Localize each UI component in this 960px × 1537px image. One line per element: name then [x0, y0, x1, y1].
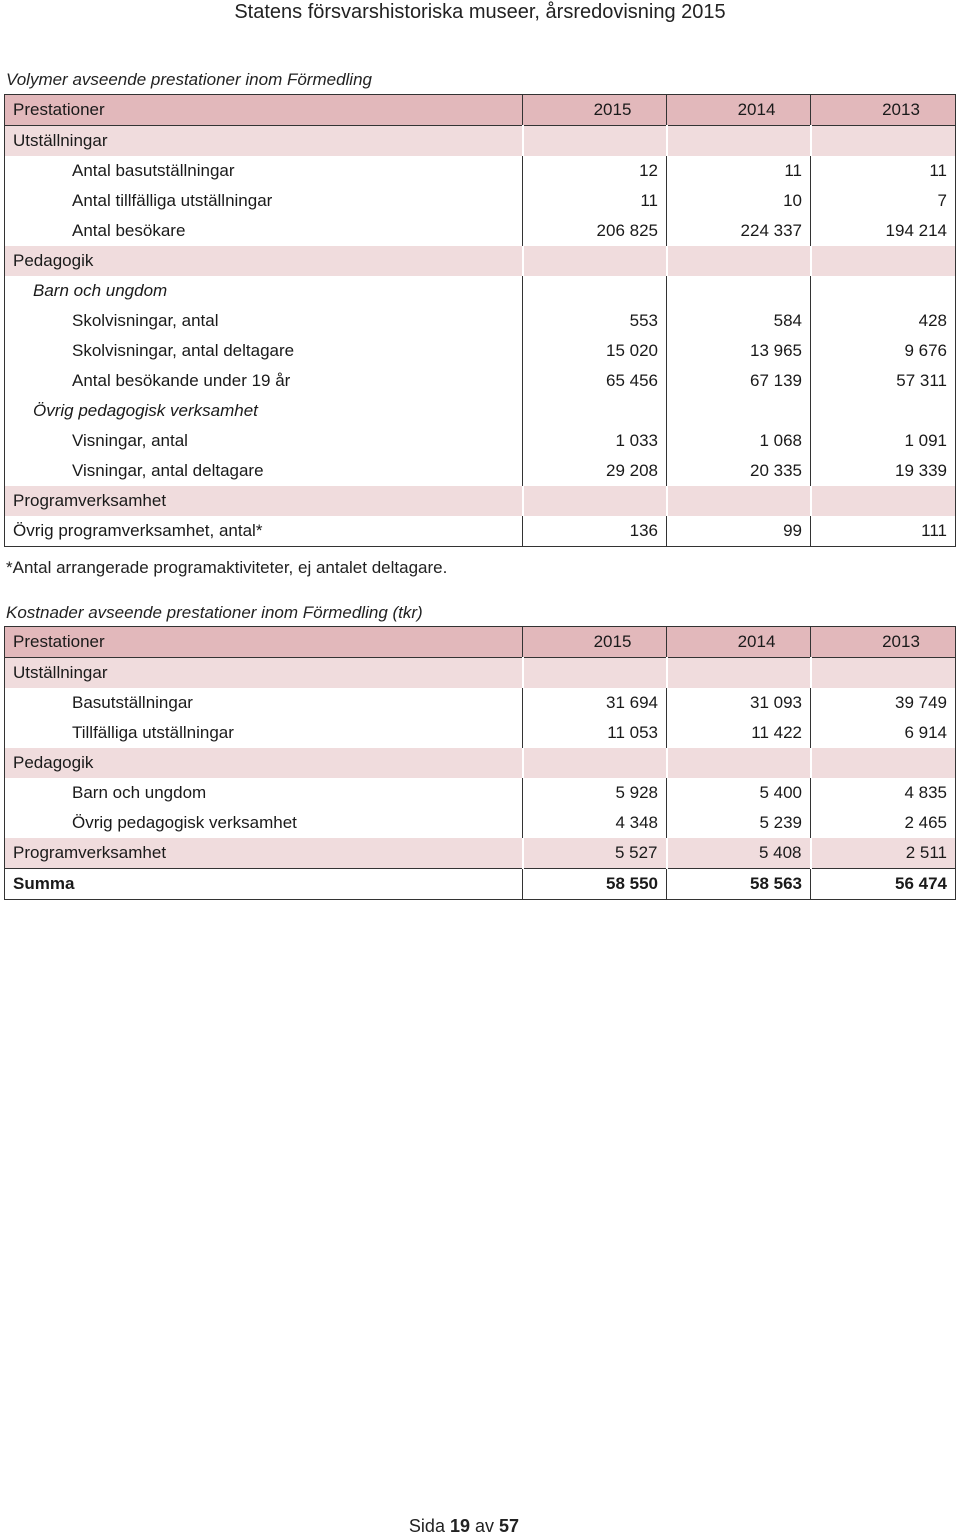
value-cell: 1 068: [667, 426, 811, 456]
volume-table: [4, 94, 956, 547]
row-label: Antal besökare: [72, 221, 186, 240]
column-header-year: 2013: [811, 627, 956, 658]
value-cell: 2 511: [811, 838, 956, 869]
row-label: Antal tillfälliga utställningar: [72, 191, 273, 210]
column-header-year: 2013: [811, 95, 956, 126]
value-cell: 19 339: [811, 456, 956, 486]
section-row: [5, 486, 956, 516]
value-cell: [523, 658, 667, 689]
value-cell: [667, 658, 811, 689]
value-cell: 6 914: [811, 718, 956, 748]
table-row: [5, 186, 956, 216]
page-total: 57: [499, 1516, 520, 1536]
value-cell: 99: [667, 516, 811, 547]
page-header: Statens försvarshistoriska museer, årsredovisning 2015: [234, 1, 726, 23]
value-cell: [667, 126, 811, 157]
value-cell: 5 239: [667, 808, 811, 838]
column-header-year: 2015: [523, 95, 667, 126]
table1-caption: Volymer avseende prestationer inom Förmedling: [6, 70, 372, 89]
table-row: [5, 216, 956, 246]
table-row: [5, 516, 956, 547]
value-cell: 553: [523, 306, 667, 336]
table-row: [5, 688, 956, 718]
value-cell: 136: [523, 516, 667, 547]
table-row: [5, 306, 956, 336]
column-header-label: Prestationer: [5, 627, 523, 658]
column-header-year: 2014: [667, 95, 811, 126]
value-cell: [523, 276, 667, 306]
row-label: Antal basutställningar: [72, 161, 235, 180]
value-cell: [811, 748, 956, 778]
value-cell: 4 348: [523, 808, 667, 838]
value-cell: 10: [667, 186, 811, 216]
value-cell: 4 835: [811, 778, 956, 808]
row-label: Visningar, antal: [72, 431, 188, 450]
value-cell: 65 456: [523, 366, 667, 396]
value-cell: 11 053: [523, 718, 667, 748]
value-cell: 111: [811, 516, 956, 547]
table-header-row: [5, 95, 956, 126]
subsection-row: [5, 276, 956, 306]
value-cell: 9 676: [811, 336, 956, 366]
row-label: Programverksamhet: [5, 486, 523, 516]
value-cell: 56 474: [811, 869, 956, 900]
value-cell: [667, 486, 811, 516]
row-label: Visningar, antal deltagare: [72, 461, 264, 480]
value-cell: 11 422: [667, 718, 811, 748]
column-header-year: 2015: [523, 627, 667, 658]
row-label: Programverksamhet: [5, 838, 523, 869]
value-cell: 5 928: [523, 778, 667, 808]
subsection-row: [5, 396, 956, 426]
row-label: Övrig programverksamhet, antal*: [13, 521, 263, 540]
value-cell: 5 400: [667, 778, 811, 808]
value-cell: [667, 276, 811, 306]
row-label: Barn och ungdom: [33, 281, 168, 300]
value-cell: [523, 126, 667, 157]
value-cell: 428: [811, 306, 956, 336]
table1-footnote: *Antal arrangerade programaktiviteter, ej antalet deltagare.: [6, 558, 448, 577]
row-label: Övrig pedagogisk verksamhet: [33, 401, 258, 420]
table-row: [5, 336, 956, 366]
table-row: [5, 156, 956, 186]
value-cell: [811, 276, 956, 306]
cost-table: [4, 626, 956, 900]
value-cell: 11: [523, 186, 667, 216]
row-label: Basutställningar: [72, 693, 193, 712]
table-row: [5, 808, 956, 838]
column-header-label: Prestationer: [5, 95, 523, 126]
value-cell: [811, 126, 956, 157]
value-cell: [523, 748, 667, 778]
value-cell: [667, 246, 811, 276]
value-cell: 57 311: [811, 366, 956, 396]
section-row: [5, 838, 956, 869]
value-cell: 15 020: [523, 336, 667, 366]
value-cell: [811, 658, 956, 689]
page-number: [0, 1516, 928, 1537]
value-cell: 58 563: [667, 869, 811, 900]
table-header-row: [5, 627, 956, 658]
value-cell: [667, 396, 811, 426]
row-label: Skolvisningar, antal deltagare: [72, 341, 295, 360]
value-cell: 1 091: [811, 426, 956, 456]
value-cell: [811, 396, 956, 426]
value-cell: 11: [811, 156, 956, 186]
value-cell: [523, 396, 667, 426]
row-label: Barn och ungdom: [72, 783, 207, 802]
table-row: [5, 426, 956, 456]
value-cell: 194 214: [811, 216, 956, 246]
value-cell: 224 337: [667, 216, 811, 246]
value-cell: 5 408: [667, 838, 811, 869]
value-cell: 584: [667, 306, 811, 336]
row-label: Pedagogik: [5, 246, 523, 276]
value-cell: [811, 486, 956, 516]
value-cell: 13 965: [667, 336, 811, 366]
column-header-year: 2014: [667, 627, 811, 658]
value-cell: 29 208: [523, 456, 667, 486]
section-row: [5, 658, 956, 689]
row-label: Övrig pedagogisk verksamhet: [72, 813, 297, 832]
value-cell: 12: [523, 156, 667, 186]
value-cell: 31 694: [523, 688, 667, 718]
row-label: Tillfälliga utställningar: [72, 723, 234, 742]
value-cell: 1 033: [523, 426, 667, 456]
value-cell: 2 465: [811, 808, 956, 838]
table-row: [5, 718, 956, 748]
row-label: Utställningar: [5, 658, 523, 689]
value-cell: 31 093: [667, 688, 811, 718]
row-label: Skolvisningar, antal: [72, 311, 219, 330]
value-cell: 67 139: [667, 366, 811, 396]
table-row: [5, 456, 956, 486]
row-label: Pedagogik: [5, 748, 523, 778]
value-cell: 39 749: [811, 688, 956, 718]
total-row: [5, 869, 956, 900]
page-of: av: [475, 1516, 495, 1536]
row-label: Summa: [5, 869, 523, 900]
value-cell: 5 527: [523, 838, 667, 869]
section-row: [5, 246, 956, 276]
table2-caption: Kostnader avseende prestationer inom Förmedling (tkr): [6, 603, 423, 622]
row-label: Antal besökande under 19 år: [72, 371, 291, 390]
table-row: [5, 366, 956, 396]
section-row: [5, 126, 956, 157]
value-cell: 20 335: [667, 456, 811, 486]
value-cell: 7: [811, 186, 956, 216]
row-label: Utställningar: [5, 126, 523, 157]
value-cell: [667, 748, 811, 778]
page-prefix: Sida: [408, 1516, 445, 1536]
value-cell: [811, 246, 956, 276]
value-cell: [523, 486, 667, 516]
page-current: 19: [449, 1516, 470, 1536]
value-cell: 11: [667, 156, 811, 186]
value-cell: 206 825: [523, 216, 667, 246]
value-cell: 58 550: [523, 869, 667, 900]
value-cell: [523, 246, 667, 276]
section-row: [5, 748, 956, 778]
table-row: [5, 778, 956, 808]
